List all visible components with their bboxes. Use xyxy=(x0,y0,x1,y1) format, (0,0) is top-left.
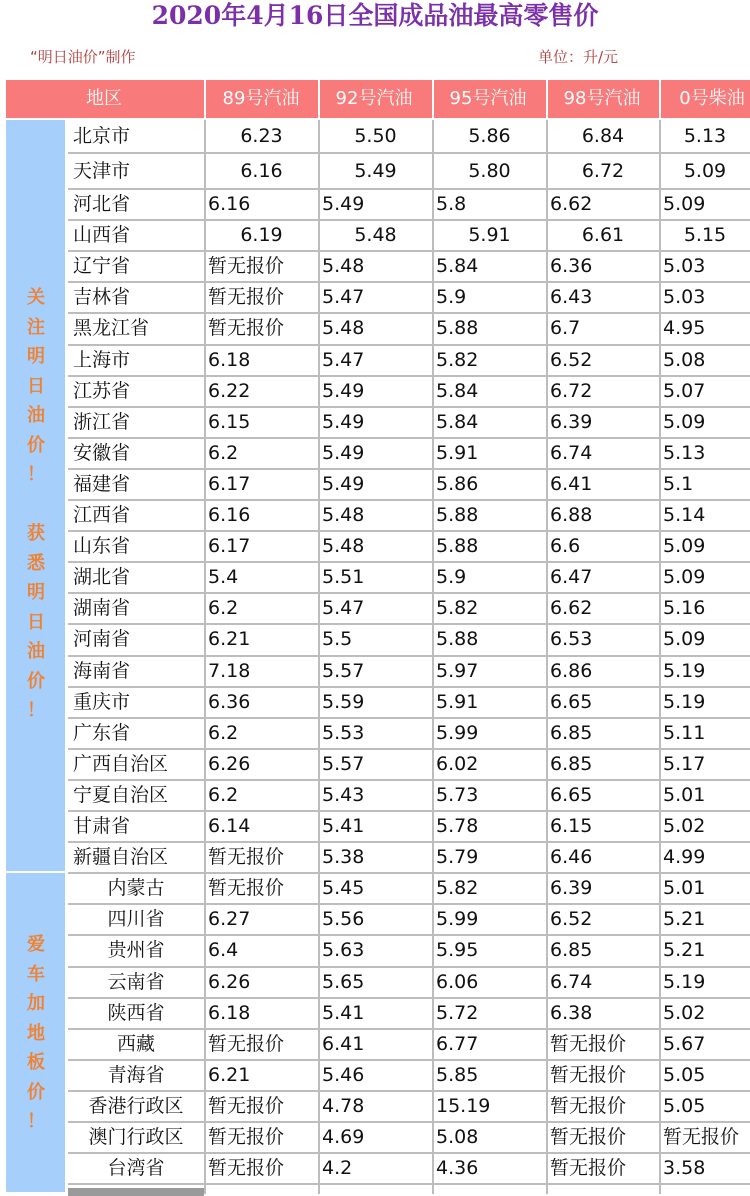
price-cell: 暂无报价 xyxy=(208,1157,285,1180)
price-cell: 6.85 xyxy=(550,752,593,775)
price-cell: 5.13 xyxy=(683,125,727,147)
page-title: 2020年4月16日全国成品油最高零售价 xyxy=(151,1,599,30)
region-cell: 安徽省 xyxy=(73,441,131,464)
price-cell: 6.26 xyxy=(208,752,251,775)
region-cell: 重庆市 xyxy=(73,690,131,713)
price-cell: 6.61 xyxy=(581,224,625,247)
column-divider xyxy=(318,120,320,1194)
header-separator xyxy=(432,80,434,118)
region-cell: 陕西省 xyxy=(107,1001,165,1024)
price-cell: 5.88 xyxy=(436,628,479,651)
region-cell: 吉林省 xyxy=(73,286,131,309)
region-cell: 香港行政区 xyxy=(88,1094,184,1117)
price-cell: 5.21 xyxy=(663,939,706,962)
region-cell: 山东省 xyxy=(73,535,131,558)
price-cell: 5.47 xyxy=(322,597,365,620)
price-cell: 6.18 xyxy=(208,1001,251,1024)
price-cell: 4.69 xyxy=(322,1126,365,1148)
column-divider xyxy=(546,120,548,1194)
price-cell: 6.43 xyxy=(550,286,593,309)
price-cell: 5.1 xyxy=(663,472,694,495)
price-cell: 5.03 xyxy=(663,255,706,278)
price-cell: 6.17 xyxy=(208,535,251,558)
price-cell: 5.82 xyxy=(436,597,479,620)
price-cell: 5.01 xyxy=(663,877,706,900)
region-cell: 广西自治区 xyxy=(73,752,169,775)
region-cell: 河南省 xyxy=(73,628,131,651)
price-cell: 6.36 xyxy=(550,255,593,278)
price-cell: 4.2 xyxy=(322,1157,353,1180)
region-cell: 西藏 xyxy=(116,1032,155,1055)
price-cell: 6.16 xyxy=(240,160,283,182)
price-cell: 5.08 xyxy=(436,1126,479,1148)
price-cell: 6.72 xyxy=(550,379,593,402)
price-cell: 5.97 xyxy=(436,659,479,682)
region-cell: 黑龙江省 xyxy=(73,317,150,340)
price-cell: 暂无报价 xyxy=(550,1126,627,1148)
region-cell: 四川省 xyxy=(107,908,165,931)
row-divider xyxy=(68,437,750,439)
price-cell: 5.79 xyxy=(436,846,479,869)
price-cell: 6.4 xyxy=(208,939,239,962)
price-cell: 6.41 xyxy=(550,472,593,495)
row-divider xyxy=(68,468,750,470)
region-cell: 湖北省 xyxy=(73,566,131,589)
price-cell: 5.85 xyxy=(436,1063,479,1086)
region-cell: 江苏省 xyxy=(73,379,131,402)
price-cell: 6.62 xyxy=(550,193,593,215)
price-cell: 6.23 xyxy=(240,125,283,147)
row-divider xyxy=(68,375,750,377)
price-cell: 5.07 xyxy=(663,379,706,402)
price-cell: 6.65 xyxy=(550,783,593,806)
price-cell: 5.91 xyxy=(468,224,511,247)
price-cell: 4.78 xyxy=(322,1094,365,1117)
price-cell: 6.18 xyxy=(208,348,251,371)
row-divider xyxy=(68,748,750,750)
row-divider xyxy=(68,655,750,657)
price-cell: 5.19 xyxy=(663,659,706,682)
price-cell: 5.84 xyxy=(436,255,479,278)
price-cell: 5.51 xyxy=(322,566,365,589)
price-cell: 5.48 xyxy=(322,317,365,340)
header-cell-2: 92号汽油 xyxy=(335,88,413,109)
price-cell: 5.59 xyxy=(322,690,365,713)
header-cell-5: 0号柴油 xyxy=(679,88,745,109)
region-cell: 北京市 xyxy=(73,125,131,147)
price-cell: 5.05 xyxy=(663,1094,706,1117)
price-cell: 暂无报价 xyxy=(208,1094,285,1117)
price-cell: 6.15 xyxy=(208,410,251,433)
price-cell: 6.47 xyxy=(550,566,593,589)
price-cell: 6.16 xyxy=(208,504,251,526)
price-cell: 6.39 xyxy=(550,877,593,900)
price-cell: 6.26 xyxy=(208,970,251,993)
price-cell: 5.09 xyxy=(663,535,706,558)
price-cell: 5.49 xyxy=(322,472,365,495)
region-cell: 上海市 xyxy=(73,348,131,371)
price-cell: 5.86 xyxy=(436,472,479,495)
price-cell: 5.02 xyxy=(663,1001,706,1024)
price-cell: 5.80 xyxy=(468,160,511,182)
row-divider xyxy=(68,530,750,532)
unit-label: 单位：升/元 xyxy=(538,48,619,66)
price-cell: 5.09 xyxy=(663,566,706,589)
price-cell: 6.22 xyxy=(208,379,251,402)
price-cell: 6.53 xyxy=(550,628,593,651)
price-cell: 5.21 xyxy=(663,908,706,931)
region-cell: 澳门行政区 xyxy=(88,1126,184,1148)
price-cell: 5.82 xyxy=(436,348,479,371)
region-cell: 江西省 xyxy=(73,504,131,526)
price-cell: 5.88 xyxy=(436,317,479,340)
price-cell: 暂无报价 xyxy=(208,286,285,309)
price-cell: 5.99 xyxy=(436,721,479,744)
price-cell: 5.01 xyxy=(663,783,706,806)
price-cell: 暂无报价 xyxy=(550,1094,627,1117)
header-separator xyxy=(659,80,661,118)
price-cell: 5.63 xyxy=(322,939,365,962)
region-cell: 浙江省 xyxy=(73,410,131,433)
price-cell: 6.02 xyxy=(436,752,479,775)
price-cell: 5.48 xyxy=(322,535,365,558)
price-cell: 5.88 xyxy=(436,535,479,558)
region-cell: 湖南省 xyxy=(73,597,131,620)
price-cell: 暂无报价 xyxy=(550,1032,627,1055)
price-cell: 5.15 xyxy=(683,224,727,247)
price-cell: 5.91 xyxy=(436,441,479,464)
price-cell: 5.11 xyxy=(663,721,706,744)
region-cell: 贵州省 xyxy=(107,939,165,962)
price-cell: 5.41 xyxy=(322,815,365,837)
row-divider xyxy=(68,499,750,501)
price-cell: 6.85 xyxy=(550,721,593,744)
row-divider xyxy=(68,623,750,625)
region-cell: 台湾省 xyxy=(107,1157,165,1180)
row-divider xyxy=(68,779,750,781)
price-cell: 5.19 xyxy=(663,690,706,713)
row-divider xyxy=(68,686,750,688)
region-cell: 甘肃省 xyxy=(73,815,131,837)
row-divider xyxy=(68,717,750,719)
price-cell: 5.49 xyxy=(354,160,397,182)
price-cell: 4.99 xyxy=(663,846,706,869)
price-cell: 5.99 xyxy=(436,908,479,931)
price-cell: 6.2 xyxy=(208,783,239,806)
price-cell: 6.2 xyxy=(208,441,239,464)
header-separator xyxy=(546,80,548,118)
price-cell: 5.56 xyxy=(322,908,365,931)
price-cell: 6.17 xyxy=(208,472,251,495)
column-divider xyxy=(659,120,661,1194)
price-cell: 5.5 xyxy=(322,628,353,651)
price-cell: 5.09 xyxy=(663,193,706,215)
row-divider xyxy=(68,810,750,812)
price-cell: 5.57 xyxy=(322,752,365,775)
price-cell: 5.05 xyxy=(663,1063,706,1086)
region-cell: 云南省 xyxy=(107,970,165,993)
region-cell: 青海省 xyxy=(107,1063,165,1086)
price-cell: 暂无报价 xyxy=(208,1032,285,1055)
price-cell: 6.85 xyxy=(550,939,593,962)
region-cell: 天津市 xyxy=(73,160,131,182)
price-cell: 5.91 xyxy=(436,690,479,713)
price-cell: 5.09 xyxy=(663,410,706,433)
price-cell: 5.84 xyxy=(436,379,479,402)
price-cell: 6.7 xyxy=(550,317,581,340)
price-cell: 6.74 xyxy=(550,441,593,464)
price-cell: 5.14 xyxy=(663,504,706,526)
price-cell: 5.47 xyxy=(322,286,365,309)
price-cell: 6.19 xyxy=(240,224,283,247)
price-cell: 6.15 xyxy=(550,815,593,837)
region-cell: 广东省 xyxy=(73,721,131,744)
price-cell: 暂无报价 xyxy=(208,317,285,340)
price-cell: 5.17 xyxy=(663,752,706,775)
price-cell: 暂无报价 xyxy=(208,1126,285,1148)
price-cell: 6.14 xyxy=(208,815,251,837)
price-cell: 6.52 xyxy=(550,348,593,371)
price-cell: 5.03 xyxy=(663,286,706,309)
price-cell: 暂无报价 xyxy=(550,1063,627,1086)
price-cell: 5.95 xyxy=(436,939,479,962)
price-cell: 5.65 xyxy=(322,970,365,993)
row-divider xyxy=(68,344,750,346)
price-cell: 5.48 xyxy=(354,224,397,247)
region-cell: 河北省 xyxy=(73,193,131,215)
price-cell: 5.88 xyxy=(436,504,479,526)
row-divider xyxy=(68,281,750,283)
price-cell: 4.95 xyxy=(663,317,706,340)
price-cell: 5.82 xyxy=(436,877,479,900)
header-cell-4: 98号汽油 xyxy=(563,88,641,109)
price-cell: 5.02 xyxy=(663,815,706,837)
price-cell: 6.41 xyxy=(322,1032,365,1055)
price-cell: 6.86 xyxy=(550,659,593,682)
region-cell: 新疆自治区 xyxy=(73,846,169,869)
price-cell: 5.8 xyxy=(436,193,467,215)
price-cell: 5.53 xyxy=(322,721,365,744)
price-cell: 6.62 xyxy=(550,597,593,620)
price-cell: 6.2 xyxy=(208,597,239,620)
price-cell: 6.52 xyxy=(550,908,593,931)
price-cell: 6.6 xyxy=(550,535,581,558)
header-cell-3: 95号汽油 xyxy=(449,88,527,109)
price-cell: 5.84 xyxy=(436,410,479,433)
price-cell: 4.36 xyxy=(436,1157,479,1180)
price-cell: 5.49 xyxy=(322,193,365,215)
price-cell: 暂无报价 xyxy=(208,877,285,900)
price-cell: 5.38 xyxy=(322,846,365,869)
price-cell: 6.36 xyxy=(208,690,251,713)
price-cell: 6.06 xyxy=(436,970,479,993)
header-cell-0: 地区 xyxy=(86,88,122,109)
price-cell: 6.46 xyxy=(550,846,593,869)
price-cell: 5.9 xyxy=(436,286,467,309)
price-cell: 15.19 xyxy=(436,1094,491,1117)
header-separator xyxy=(204,80,206,118)
price-cell: 5.86 xyxy=(468,125,511,147)
price-cell: 5.9 xyxy=(436,566,467,589)
price-cell: 6.16 xyxy=(208,193,251,215)
price-cell: 5.09 xyxy=(663,628,706,651)
price-cell: 5.49 xyxy=(322,441,365,464)
price-cell: 6.27 xyxy=(208,908,251,931)
price-cell: 5.16 xyxy=(663,597,706,620)
price-cell: 6.88 xyxy=(550,504,593,526)
price-cell: 6.74 xyxy=(550,970,593,993)
price-cell: 暂无报价 xyxy=(208,846,285,869)
column-divider xyxy=(204,120,206,1194)
bottom-scrollbar[interactable] xyxy=(68,1188,204,1196)
price-cell: 5.67 xyxy=(663,1032,706,1055)
price-cell: 5.49 xyxy=(322,410,365,433)
price-cell: 6.72 xyxy=(581,160,625,182)
price-cell: 5.19 xyxy=(663,970,706,993)
price-cell: 5.72 xyxy=(436,1001,479,1024)
price-cell: 3.58 xyxy=(663,1157,706,1180)
price-cell: 6.21 xyxy=(208,628,251,651)
price-cell: 暂无报价 xyxy=(663,1126,740,1148)
price-cell: 6.77 xyxy=(436,1032,479,1055)
row-divider xyxy=(68,312,750,314)
row-divider xyxy=(68,561,750,563)
price-cell: 7.18 xyxy=(208,659,251,682)
price-cell: 5.09 xyxy=(683,160,727,182)
price-cell: 暂无报价 xyxy=(550,1157,627,1180)
price-cell: 6.39 xyxy=(550,410,593,433)
price-cell: 5.78 xyxy=(436,815,479,837)
region-cell: 山西省 xyxy=(73,224,131,247)
region-cell: 辽宁省 xyxy=(73,255,131,278)
region-cell: 宁夏自治区 xyxy=(73,783,169,806)
region-cell: 内蒙古 xyxy=(107,877,165,900)
region-cell: 福建省 xyxy=(73,472,131,495)
price-cell: 5.47 xyxy=(322,348,365,371)
sidebar-slogan-2: 爱 车 加 地 板 价 ！ xyxy=(27,934,45,1132)
price-cell: 暂无报价 xyxy=(208,255,285,278)
price-cell: 6.84 xyxy=(581,125,625,147)
price-cell: 5.45 xyxy=(322,877,365,900)
price-cell: 5.48 xyxy=(322,255,365,278)
price-cell: 5.46 xyxy=(322,1063,365,1086)
price-cell: 6.38 xyxy=(550,1001,593,1024)
price-cell: 6.21 xyxy=(208,1063,251,1086)
price-cell: 5.57 xyxy=(322,659,365,682)
price-cell: 5.4 xyxy=(208,566,239,589)
header-separator xyxy=(318,80,320,118)
price-cell: 5.48 xyxy=(322,504,365,526)
maker-credit: “明日油价”制作 xyxy=(30,48,136,66)
price-cell: 5.73 xyxy=(436,783,479,806)
price-cell: 5.49 xyxy=(322,379,365,402)
row-divider xyxy=(68,592,750,594)
row-divider xyxy=(68,406,750,408)
price-cell: 5.50 xyxy=(354,125,397,147)
price-cell: 5.41 xyxy=(322,1001,365,1024)
region-cell: 海南省 xyxy=(73,659,131,682)
price-cell: 5.08 xyxy=(663,348,706,371)
sidebar-slogan-1: 关 注 明 日 油 价 ！ 获 悉 明 日 油 价 ！ xyxy=(27,287,45,721)
header-cell-1: 89号汽油 xyxy=(222,88,300,109)
price-cell: 6.65 xyxy=(550,690,593,713)
price-cell: 5.43 xyxy=(322,783,365,806)
column-divider xyxy=(432,120,434,1194)
price-cell: 6.2 xyxy=(208,721,239,744)
price-cell: 5.13 xyxy=(663,441,706,464)
row-divider xyxy=(68,841,750,843)
